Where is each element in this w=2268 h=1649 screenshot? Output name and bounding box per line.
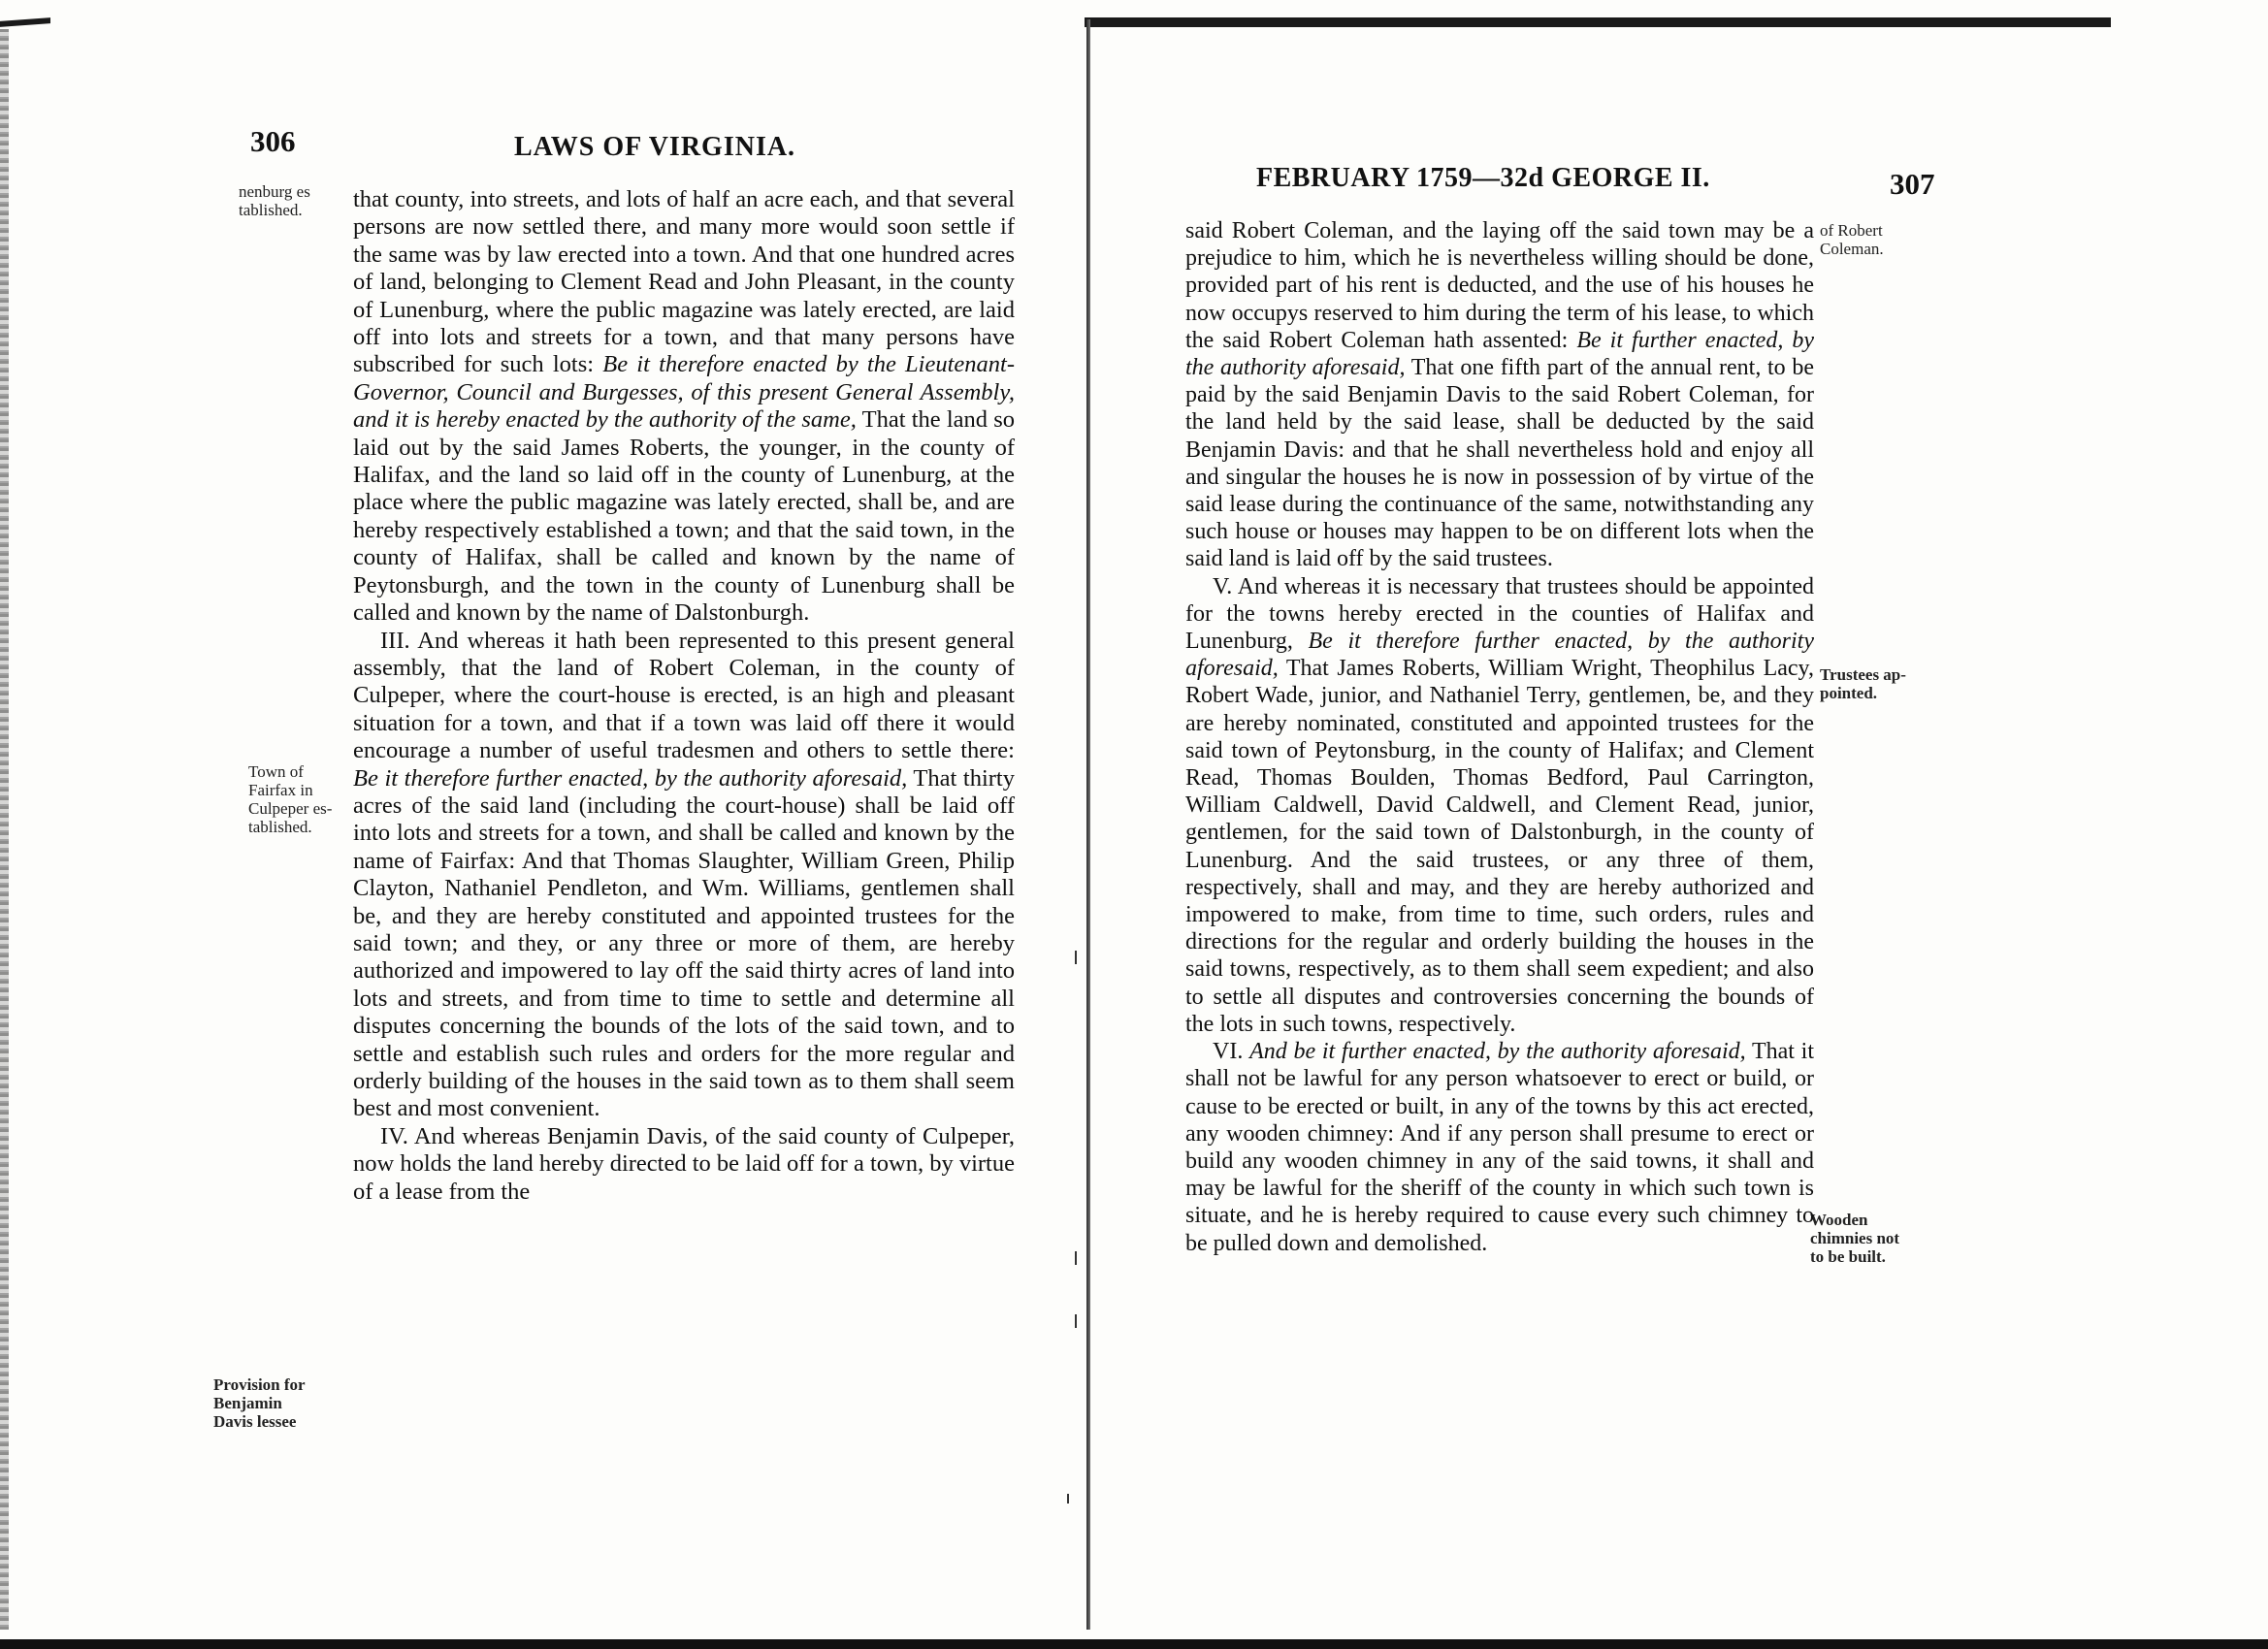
text-segment: That it shall not be lawful for any person whatsoever to erect or build, or cause to be erected or built, in any of the towns by this act erected, any wooden chimney: And if any person shall presume to erect or build any wooden chimney in any of the said towns, it shall and may be lawful for the sheriff of the county in which such town is situate, and he is hereby required to cause every such chimney to be pulled down and demolished.: [1185, 1039, 1814, 1256]
text-segment: said Robert Coleman, and the laying off the said town may be a prejudice to him, which he is nevertheless willing should be done, provided part of his rent is deducted, and the use of his houses he now occupys reserved to him during the term of his lease, to which the said Robert Coleman hath assented:: [1185, 218, 1814, 353]
page-gutter: [1086, 19, 1090, 1630]
page-number: 307: [1890, 167, 1935, 201]
text-segment: V. And whereas it is necessary that trustees should be appointed for the towns hereby erected in the counties of Halifax and Lunenburg,: [1185, 573, 1814, 655]
side-note-lunenburg: nenburg es tablished.: [239, 182, 310, 219]
right-body-text: [1185, 217, 1814, 1257]
paragraph: [1185, 1038, 1814, 1257]
scan-speck: [1075, 951, 1077, 964]
side-note-coleman: of Robert Coleman.: [1820, 221, 1884, 258]
page-number: 306: [250, 124, 296, 158]
enacting-clause: Be it therefore further enacted, by the authority aforesaid,: [1185, 629, 1814, 682]
scan-speck: [1075, 1314, 1077, 1328]
scan-bottom-border: [0, 1639, 2268, 1649]
scan-speck: [1075, 1251, 1077, 1265]
paragraph: [1185, 573, 1814, 1038]
side-note-fairfax: Town of Fairfax in Culpeper es- tablished.: [248, 762, 333, 836]
paragraph: [353, 186, 1015, 628]
left-body-text: [353, 186, 1015, 1206]
enacting-clause: Be it further enacted, by the authority aforesaid,: [1185, 327, 1814, 381]
scan-speck: [1067, 1494, 1069, 1504]
side-note-davis: Provision for Benjamin Davis lessee: [213, 1375, 306, 1431]
enacting-clause: Be it therefore further enacted, by the authority aforesaid,: [353, 764, 908, 792]
side-note-chimnies: Wooden chimnies not to be built.: [1810, 1211, 1900, 1266]
text-segment: That one fifth part of the annual rent, to be paid by the said Benjamin Davis to the said Robert Coleman, for the land held by the said lease, shall be deducted by the said Benjamin Davis: and that he shall nevertheless hold and enjoy all and singular the houses he is now in possession of by virtue of the said lease during the continuance of the same, notwithstanding any such house or houses may happen to be on different lots when the said land is laid off by the said trustees.: [1185, 355, 1814, 572]
enacting-clause: Be it therefore enacted by the Lieutenant-Governor, Council and Burgesses, of this present General Assembly, and it is hereby enacted by the authority of the same,: [353, 351, 1015, 434]
running-head: FEBRUARY 1759—32d GEORGE II.: [1256, 163, 1710, 193]
text-segment: That James Roberts, William Wright, Theophilus Lacy, Robert Wade, junior, and Nathaniel Terry, gentlemen, be, and they are hereby nominated, constituted and appointed trustees for the said town of Peytonsburg, in the county of Halifax; and Clement Read, Thomas Boulden, Thomas Bedford, Paul Carrington, William Caldwell, David Caldwell, and Clement Read, junior, gentlemen, for the said town of Dalstonburgh, in the county of Lunenburg. And the said trustees, or any three of them, respectively, shall and may, and they are hereby authorized and impowered to make, from time to time, such orders, rules and directions for the regular and orderly building the houses in the said towns, respectively, as to them shall seem expedient; and also to settle all disputes and controversies concerning the bounds of the lots in such towns, respectively.: [1185, 656, 1814, 1037]
text-segment: That the land so laid out by the said James Roberts, the younger, in the county of Halifax, and the land so laid off in the county of Lunenburg, at the place where the public magazine was lately erected, shall be, and are hereby respectively established a town; and that the said town, in the county of Halifax, shall be called and known by the name of Peytonsburgh, and the town in the county of Lunenburg shall be called and known by the name of Dalstonburgh.: [353, 406, 1016, 627]
side-note-trustees: Trustees ap- pointed.: [1820, 665, 1906, 702]
text-segment: VI.: [1213, 1039, 1250, 1065]
text-segment: III. And whereas it hath been represented to this present general assembly, that the land of Robert Coleman, in the county of Culpeper, where the court-house is erected, is an high and pleasant situation for a town, and that if a town was laid off there it would encourage a number of useful tradesmen and others to settle there:: [353, 627, 1015, 764]
text-segment: that county, into streets, and lots of half an acre each, and that several persons are now settled there, and many more would soon settle if the same was by law erected into a town. And that one hundred acres of land, belonging to Clement Read and John Pleasant, in the county of Lunenburg, where the public magazine was lately erected, are laid off into lots and streets for a town, and that many persons have subscribed for such lots:: [353, 186, 1015, 378]
running-head: LAWS OF VIRGINIA.: [514, 132, 796, 162]
enacting-clause: And be it further enacted, by the authority aforesaid,: [1249, 1039, 1746, 1065]
paragraph: [353, 1123, 1015, 1206]
scan-edge-shadow: [0, 29, 9, 1630]
scan-corner-mark: [0, 17, 50, 27]
scan-top-border: [1085, 17, 2111, 27]
text-segment: IV. And whereas Benjamin Davis, of the said county of Culpeper, now holds the land hereby directed to be laid off for a town, by virtue of a lease from the: [353, 1122, 1015, 1205]
paragraph: [1185, 217, 1814, 573]
paragraph: [353, 628, 1015, 1123]
text-segment: That thirty acres of the said land (including the court-house) shall be laid off into lots and streets for a town, and shall be called and known by the name of Fairfax: And that Thomas Slaughter, William Green, Philip Clayton, Nathaniel Pendleton, and Wm. Williams, gentlemen shall be, and they are hereby constituted and appointed trustees for the said town; and they, or any three or more of them, are hereby authorized and impowered to lay off the said thirty acres of land into lots and streets, and from time to time to settle and determine all disputes concerning the bounds of the lots of the said town, and to settle and establish such rules and orders for the more regular and orderly building of the houses in the said town as to them shall seem best and most convenient.: [353, 764, 1015, 1122]
